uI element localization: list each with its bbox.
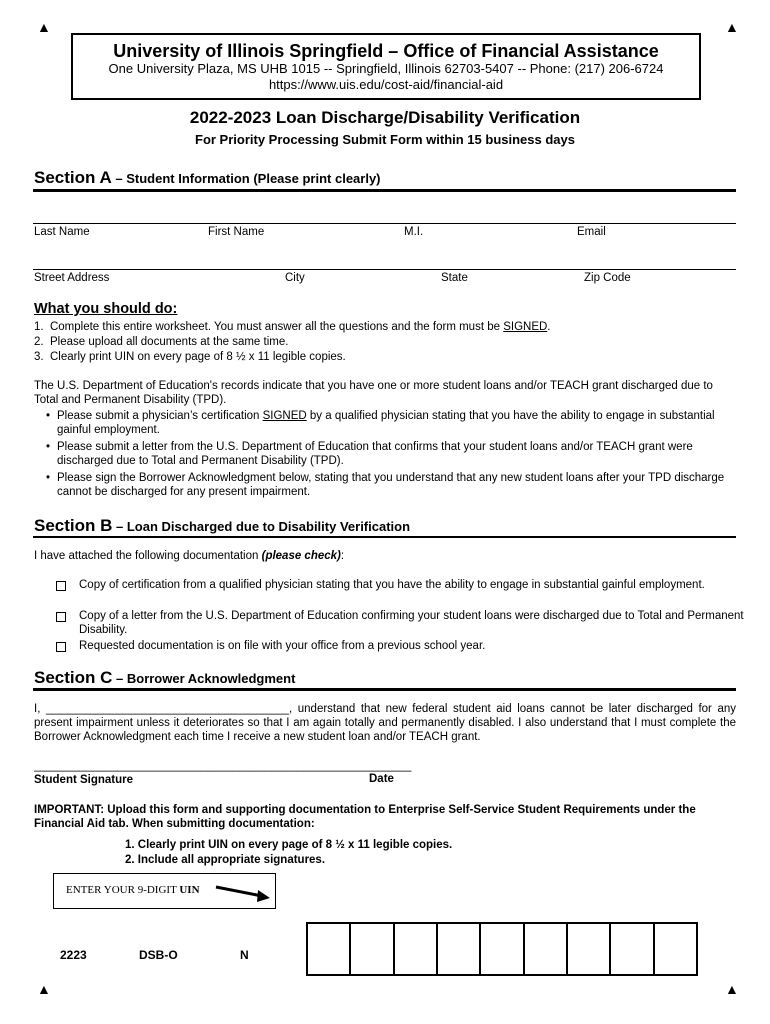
uin-label (66, 884, 200, 896)
what-you-should-do-heading: What you should do: (34, 301, 178, 317)
uin-digit-cell[interactable] (479, 922, 524, 976)
street-address-label: Street Address (34, 272, 110, 284)
arrow-right-icon (214, 883, 274, 903)
city-label: City (285, 272, 305, 284)
step-1-text: Complete this entire worksheet. You must answer all the questions and the form must be (49, 321, 504, 333)
bullet-dot: • (46, 410, 51, 422)
mi-label: M.I. (404, 226, 424, 238)
uin-digit-cell[interactable] (609, 922, 654, 976)
on-file-checkbox[interactable] (56, 642, 66, 652)
important-notice: IMPORTANT: Upload this form and supporting documentation to Enterprise Self-Service Student Requirements under the Financial Aid tab. When submitting documentation: (34, 804, 696, 830)
first-name-label: First Name (208, 226, 265, 238)
step-2 (34, 335, 288, 349)
student-signature-label: Student Signature (34, 774, 134, 786)
uin-digit-cell[interactable] (349, 922, 394, 976)
address-row-line[interactable] (33, 269, 736, 270)
physician-certification-text: Copy of certification from a qualified physician stating that you have the ability to engage in substantial gainful employment. (79, 579, 705, 591)
section-b-letter: Section B (34, 516, 113, 535)
step-1 (34, 320, 551, 334)
form-code-flag: N (240, 948, 249, 962)
option-doe-letter (56, 609, 759, 637)
on-file-text: Requested documentation is on file with your office from a previous school year. (79, 640, 486, 652)
bullet-letter (46, 440, 707, 468)
header-title: University of Illinois Springfield – Office of Financial Assistance (113, 41, 659, 61)
doe-letter-checkbox[interactable] (56, 612, 66, 622)
uin-entry-grid (306, 922, 698, 976)
section-a-rule (33, 189, 736, 192)
document-subtitle: For Priority Processing Submit Form within 15 business days (195, 132, 575, 147)
corner-mark-top-left: ▲ (37, 19, 51, 35)
section-c-heading (34, 668, 295, 688)
uin-digit-cell[interactable] (653, 922, 698, 976)
bullet-letter-text: Please submit a letter from the U.S. Department of Education that confirms that your student loans and/or TEACH grant were discharged due to Total and Permanent Disability (TPD). (57, 441, 693, 467)
section-b-rule (33, 536, 736, 538)
tpd-intro: The U.S. Department of Education's records indicate that you have one or more student loans and/or TEACH grant discharged due to Total and Permanent Disability (TPD). (34, 380, 713, 406)
corner-mark-top-right: ▲ (725, 19, 739, 35)
section-c-rule (33, 688, 736, 691)
please-check-note: (please check) (261, 550, 341, 562)
name-row-line[interactable] (33, 223, 736, 224)
documentation-intro (34, 549, 344, 563)
section-c-title: – Borrower Acknowledgment (112, 671, 296, 686)
step-1-end: . (547, 321, 551, 333)
section-a-letter: Section A (34, 168, 112, 187)
uin-label-bold: UIN (179, 884, 200, 896)
uin-digit-cell[interactable] (393, 922, 438, 976)
documentation-intro-end: : (340, 550, 345, 562)
uin-digit-cell[interactable] (523, 922, 568, 976)
bullet-physician-end: by a qualified physician stating that you have the ability to engage in substantial gainful employment. (57, 410, 715, 436)
option-on-file (56, 639, 759, 653)
bullet-acknowledgment-text: Please sign the Borrower Acknowledgment below, stating that you understand that any new student loans after your TPD discharge cannot be discharged for any present impairment. (57, 472, 725, 498)
uin-label-text: ENTER YOUR 9-DIGIT (66, 884, 180, 896)
step-2-number: 2. (34, 336, 44, 348)
instruction-2: 2. Include all appropriate signatures. (125, 854, 326, 866)
bullet-dot: • (46, 472, 51, 484)
section-a-heading (34, 168, 381, 188)
doe-letter-text: Copy of a letter from the U.S. Department of Education confirming your student loans were discharged due to Total and Permanent Disability. (79, 610, 744, 636)
corner-mark-bottom-right: ▲ (725, 981, 739, 997)
documentation-intro-text: I have attached the following documentation (34, 550, 262, 562)
bullet-acknowledgment (46, 471, 747, 499)
bullet-physician-signed: SIGNED (262, 410, 307, 422)
header-box (71, 33, 701, 100)
corner-mark-bottom-left: ▲ (37, 981, 51, 997)
signature-line[interactable]: ___________________________________________________________ (34, 760, 412, 772)
date-label: Date (369, 773, 394, 785)
step-3-text: Clearly print UIN on every page of 8 ½ x 11 legible copies. (49, 351, 346, 363)
form-code-year: 2223 (60, 948, 87, 962)
section-a-title: – Student Information (Please print clearly) (111, 171, 381, 186)
step-2-text: Please upload all documents at the same time. (49, 336, 289, 348)
bullet-physician-text: Please submit a physician’s certification (57, 410, 263, 422)
uin-digit-cell[interactable] (566, 922, 611, 976)
header-url: https://www.uis.edu/cost-aid/financial-aid (268, 77, 504, 92)
step-3-number: 3. (34, 351, 44, 363)
bullet-dot: • (46, 441, 51, 453)
last-name-label: Last Name (34, 226, 90, 238)
option-physician-certification (56, 578, 759, 592)
state-label: State (441, 272, 468, 284)
uin-label-box (53, 873, 276, 909)
uin-digit-cell[interactable] (306, 922, 351, 976)
uin-digit-cell[interactable] (436, 922, 481, 976)
section-b-heading (34, 516, 410, 536)
form-code-type: DSB-O (139, 948, 178, 962)
acknowledgment-statement: I, ______________________________________, understand that new federal student aid loans cannot be later discharged for any present impairment unless it deteriorates so that I am again totally and permanently disabled. I also understand that I must complete the Borrower Acknowledgment each time I receive a new student loan and/or TEACH grant. (34, 703, 736, 743)
section-c-letter: Section C (34, 668, 113, 687)
document-title: 2022-2023 Loan Discharge/Disability Verification (189, 108, 581, 127)
step-3 (34, 350, 346, 364)
header-address: One University Plaza, MS UHB 1015 -- Springfield, Illinois 62703-5407 -- Phone: (217) 206-6724 (108, 61, 664, 76)
physician-certification-checkbox[interactable] (56, 581, 66, 591)
email-label: Email (577, 226, 606, 238)
step-1-number: 1. (34, 321, 44, 333)
bullet-physician (46, 409, 747, 437)
section-b-title: – Loan Discharged due to Disability Verification (112, 519, 411, 534)
step-1-signed: SIGNED (503, 321, 548, 333)
zip-code-label: Zip Code (584, 272, 631, 284)
instruction-1: 1. Clearly print UIN on every page of 8 ½ x 11 legible copies. (125, 839, 453, 851)
